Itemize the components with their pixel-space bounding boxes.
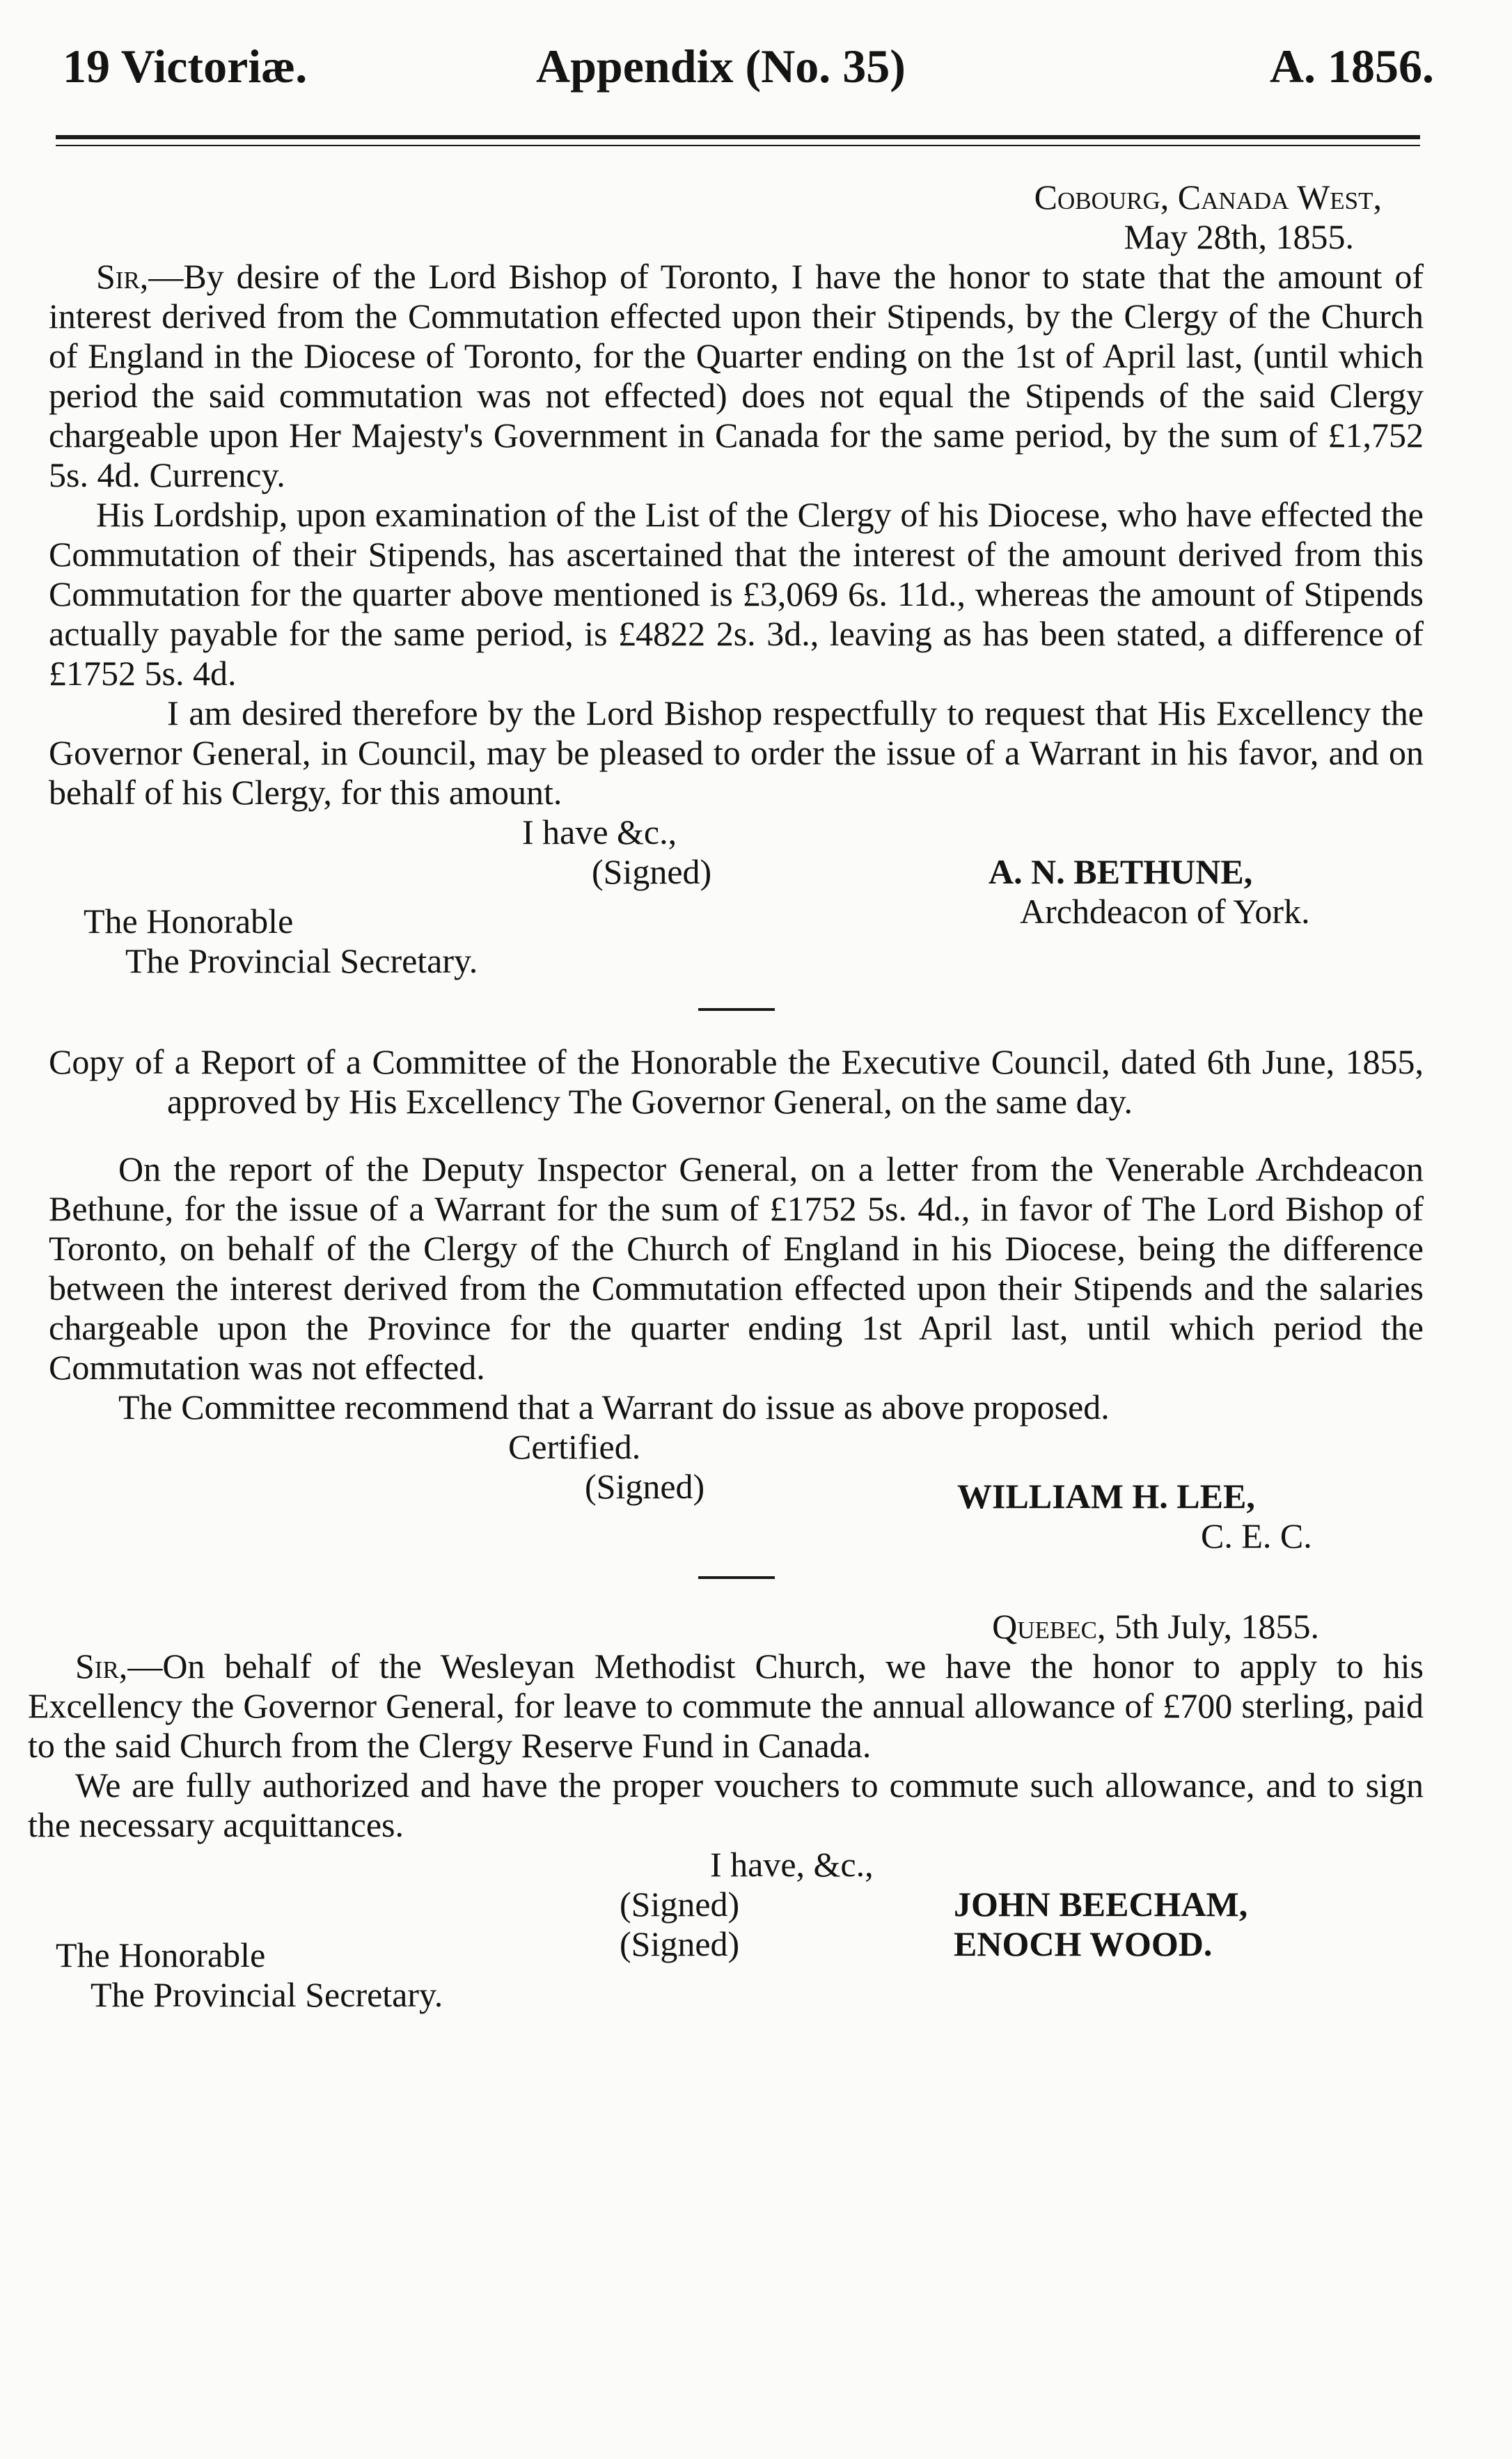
letter1-paragraph-3: I am desired therefore by the Lord Bishop respectfully to request that His Excellency the Governor General, in Council, may be pleased to order the issue of a Warrant in his favor, and on behalf of his Clergy, for this amount.: [49, 693, 1424, 812]
report-paragraph-1: On the report of the Deputy Inspector General, on a letter from the Venerable Archdeacon Bethune, for the issue of a Warrant for the sum of £1752 5s. 4d., in favor of The Lord Bishop of Toronto, on behalf of the Clergy of the Church of England in his Diocese, being the difference between the interest derived from the Commutation effected upon their Stipends and the salaries chargeable upon the Province for the quarter ending 1st April last, until which period the Commutation was not effected.: [49, 1149, 1424, 1387]
header-rule-thick: [56, 135, 1420, 139]
letter1-signed: (Signed): [592, 852, 712, 891]
letter2-paragraph-1: [28, 1647, 1424, 1766]
report-signed: (Signed): [585, 1467, 705, 1506]
letter-wesleyan: [28, 1607, 1424, 2014]
document-body: [28, 178, 1424, 2014]
letter2-date: 5th July, 1855.: [1115, 1607, 1319, 1646]
letter1-paragraph-2: His Lordship, upon examination of the List of the Clergy of his Diocese, who have effected the Commutation of their Stipends, has ascertained that the interest of the amount derived from this Commutation for the quarter above mentioned is £3,069 6s. 11d., whereas the amount of Stipends actually payable for the same period, is £4822 2s. 3d., leaving as has been stated, a difference of £1752 5s. 4d.: [49, 495, 1424, 693]
header-session: 19 Victoriæ.: [63, 40, 308, 93]
committee-report: [49, 1042, 1424, 1555]
letter1-date: May 28th, 1855.: [1124, 217, 1354, 256]
letter2-addressee-2: The Provincial Secretary.: [90, 1975, 443, 2014]
letter2-addressee-1: The Honorable: [56, 1935, 266, 1974]
letter1-addressee-2: The Provincial Secretary.: [125, 941, 478, 980]
letter-bethune: [49, 178, 1424, 980]
header-year: A. 1856.: [1269, 40, 1434, 93]
letter1-signer-name: A. N. BETHUNE,: [989, 852, 1253, 891]
report-signer-title: C. E. C.: [1201, 1516, 1312, 1555]
letter1-place: Cobourg, Canada West,: [1034, 178, 1382, 217]
report-paragraph-2: The Committee recommend that a Warrant do issue as above proposed.: [118, 1388, 1110, 1427]
letter1-salutation: Sir,: [96, 257, 149, 296]
letter2-paragraph-1-text: —On behalf of the Wesleyan Methodist Church, we have the honor to apply to his Excellency the Governor General, for leave to commute the annual allowance of £700 sterling, paid to the said Church from the Clergy Reserve Fund in Canada.: [28, 1647, 1424, 1765]
letter1-addressee-1: The Honorable: [84, 902, 294, 941]
letter1-paragraph-1-text: —By desire of the Lord Bishop of Toronto, I have the honor to state that the amount of interest derived from the Commutation effected upon their Stipends, by the Clergy of the Church of England in the Diocese of Toronto, for the Quarter ending on the 1st of April last, (until which period the said commutation was not effected) does not equal the Stipends of the said Clergy chargeable upon Her Majesty's Government in Canada for the same period, by the sum of £1,752 5s. 4d. Currency.: [49, 257, 1424, 494]
letter1-paragraph-1: [49, 257, 1424, 495]
report-heading: Copy of a Report of a Committee of the Honorable the Executive Council, dated 6th June, 1855, approved by His Excellency The Governor General, on the same day.: [49, 1042, 1424, 1121]
letter2-signed-1: (Signed): [620, 1885, 740, 1924]
letter2-paragraph-2: We are fully authorized and have the proper vouchers to commute such allowance, and to sign the necessary acquittances.: [28, 1766, 1424, 1844]
report-certified: Certified.: [508, 1427, 641, 1466]
header-appendix: Appendix (No. 35): [536, 40, 906, 93]
header-rule-thin: [56, 145, 1420, 146]
letter1-closing: I have &c.,: [522, 812, 677, 851]
page-header: [49, 28, 1434, 104]
letter2-closing: I have, &c.,: [710, 1845, 874, 1884]
letter2-place: Quebec,: [992, 1607, 1106, 1646]
report-signer-name: WILLIAM H. LEE,: [957, 1477, 1255, 1516]
letter2-signed-2: (Signed): [620, 1924, 740, 1963]
letter1-signer-title: Archdeacon of York.: [1020, 892, 1310, 931]
letter2-salutation: Sir,: [75, 1647, 128, 1686]
letter2-signer-2: ENOCH WOOD.: [954, 1924, 1213, 1963]
letter2-signer-1: JOHN BEECHAM,: [954, 1885, 1248, 1924]
